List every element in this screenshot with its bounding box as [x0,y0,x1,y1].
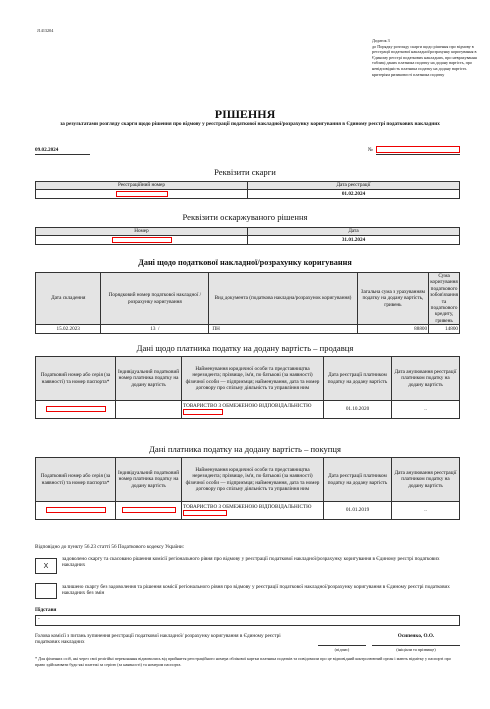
sign-label: (підпис) [334,647,350,652]
grounds-label: Підстави [35,607,57,613]
redacted-buyer-taxnum [46,507,106,513]
complaint-col-date: Дата реєстрації [248,182,460,190]
seller-col-ipn: Індивідуальний податковий номер платника податку на додану вартість [116,357,182,401]
seller-name: ТОВАРИСТВО З ОБМЕЖЕНОЮ ВІДПОВІДАЛЬНІСТЮ [183,403,312,409]
buyer-name: ТОВАРИСТВО З ОБМЕЖЕНОЮ ВІДПОВІДАЛЬНІСТЮ [183,504,312,510]
buyer-col-annul: Дата анулювання реєстрації платником податку на додану вартість [392,458,460,502]
invoice-slash: / [158,326,160,333]
invoice-total: 88800 [357,325,428,334]
buyer-heading: Дані платника податку на додану вартість – покупця [149,444,341,454]
chair-text: Голова комісії з питань зупинення реєстрації податкової накладної/ розрахунку коригування в Єдиному реєстрі податкових накладних [35,633,281,646]
number-label: № [368,147,373,153]
decision-date: 09.02.2024 [35,147,59,153]
seller-col-taxnum: Податковий номер або серія (за наявності) та номер паспорта* [36,357,116,401]
invoice-col-date: Дата складення [36,273,101,325]
buyer-annul: .. [392,502,460,520]
redacted-seller-taxnum [46,406,106,412]
chair-name: Осипенко, О.О. [397,633,435,639]
appendix-note: Додаток 3 до Порядку розгляду скарги щодо рішення про відмову в реєстрації податкової накладної/розрахунку коригування в Єдиному реєстрі податкових накладних, про неврахування таблиці даних платника податку на додану вартість, про невідповідність платника податку на додану вартість критеріям ризиковості платника податку [372,38,477,77]
invoice-type: ПН [209,325,357,334]
option-rejected-checkbox[interactable] [35,583,57,599]
buyer-table [35,457,460,520]
redacted-buyer-name [183,510,227,516]
invoice-number: 13 [150,326,156,333]
complaint-col-reg: Реєстраційний номер [36,182,248,190]
appealed-col-date: Дата [248,228,460,236]
invoice-date: 15.02.2023 [36,325,101,334]
seller-annul: .. [392,401,460,419]
appealed-date: 31.01.2024 [248,236,460,245]
appealed-table [35,227,460,245]
redacted-decision-number [112,237,172,243]
buyer-col-ipn: Індивідуальний податковий номер платника податку на додану вартість [116,458,182,502]
invoice-col-total: Загальна сума з урахуванням податку на додану вартість, гривень [357,273,428,325]
legal-basis: Відповідно до пункту 56.23 статті 56 Податкового кодексу України: [35,544,185,550]
buyer-col-taxnum: Податковий номер або серія (за наявності) та номер паспорта* [36,458,116,502]
form-code: J1413204 [37,28,54,33]
redacted-complaint-number [116,191,168,197]
buyer-col-regdate: Дата реєстрації платником податку на додану вартість [324,458,392,502]
grounds-value: - [35,615,460,626]
document-subtitle: за результатами розгляду скарги щодо рішення про відмову у реєстрації податкової накладної/розрахунку коригування в Єдиному реєстрі податкових накладних [60,121,440,127]
invoice-col-correction: Сума коригування податкового зобов'язання та податкового кредиту, гривень [430,273,458,324]
redacted-buyer-ipn [122,507,176,513]
document-title: РІШЕННЯ [214,107,276,121]
buyer-regdate: 01.01.2019 [324,502,392,520]
option-rejected-text: залишено скаргу без задоволення та рішення комісії регіонального рівня про відмову у реєстрації податкової накладної/розрахунку коригування в Єдиному реєстрі податкових накладних без змін [62,584,450,597]
buyer-col-name: Найменування юридичної особи та представництва нерезидента; прізвище, ім'я, по батькові (за наявності) фізичної особи — підприємця; найменування, дата та номер договору про спільну діяльність та управління ним [182,458,324,502]
invoice-correction: 14800 [429,325,460,334]
appealed-col-num: Номер [36,228,248,236]
seller-col-annul: Дата анулювання реєстрації платником податку на додану вартість [392,357,460,401]
complaint-heading: Реквізити скарги [214,167,276,177]
invoice-table [35,272,460,334]
invoice-heading: Дані щодо податкової накладної/розрахунку коригування [138,258,352,267]
seller-regdate: 01.10.2020 [324,401,392,419]
complaint-date: 01.02.2024 [248,190,460,199]
invoice-col-number: Порядковий номер податкової накладної / розрахунку коригування [101,273,209,325]
footnote: * Для фізичних осіб, які через свої релігійні переконання відмовились від прийняття реєстраційного номера облікової картки платника податків та повідомили про це відповідний контролюючий орган і мають відмітку у паспорті про право здійснювати будь-які платежі за серією (за наявності) та номером паспорта. [35,656,451,667]
complaint-table [35,181,460,199]
seller-heading: Дані щодо платника податку на додану вартість – продавця [136,343,354,353]
option-satisfied-checkbox[interactable]: Х [35,558,57,574]
redacted-seller-name [183,409,223,415]
option-satisfied-text: задоволено скаргу та скасовано рішення комісії регіонального рівня про відмову у реєстрації податкової накладної/розрахунку коригування в Єдиному реєстрі податкових накладних [62,556,440,569]
seller-table [35,356,460,419]
appealed-heading: Реквізити оскаржуваного рішення [182,212,308,222]
name-label: (ініціали та прізвище) [396,647,436,652]
redacted-number [376,146,460,153]
seller-col-regdate: Дата реєстрації платником податку на додану вартість [324,357,392,401]
invoice-col-type: Вид документа (податкова накладна/розрахунок коригування) [209,273,357,325]
seller-col-name: Найменування юридичної особи та представництва нерезидента; прізвище, ім'я, по батькові (за наявності) фізичної особи — підприємця; найменування, дата та номер договору про спільну діяльність та управління ним [182,357,324,401]
